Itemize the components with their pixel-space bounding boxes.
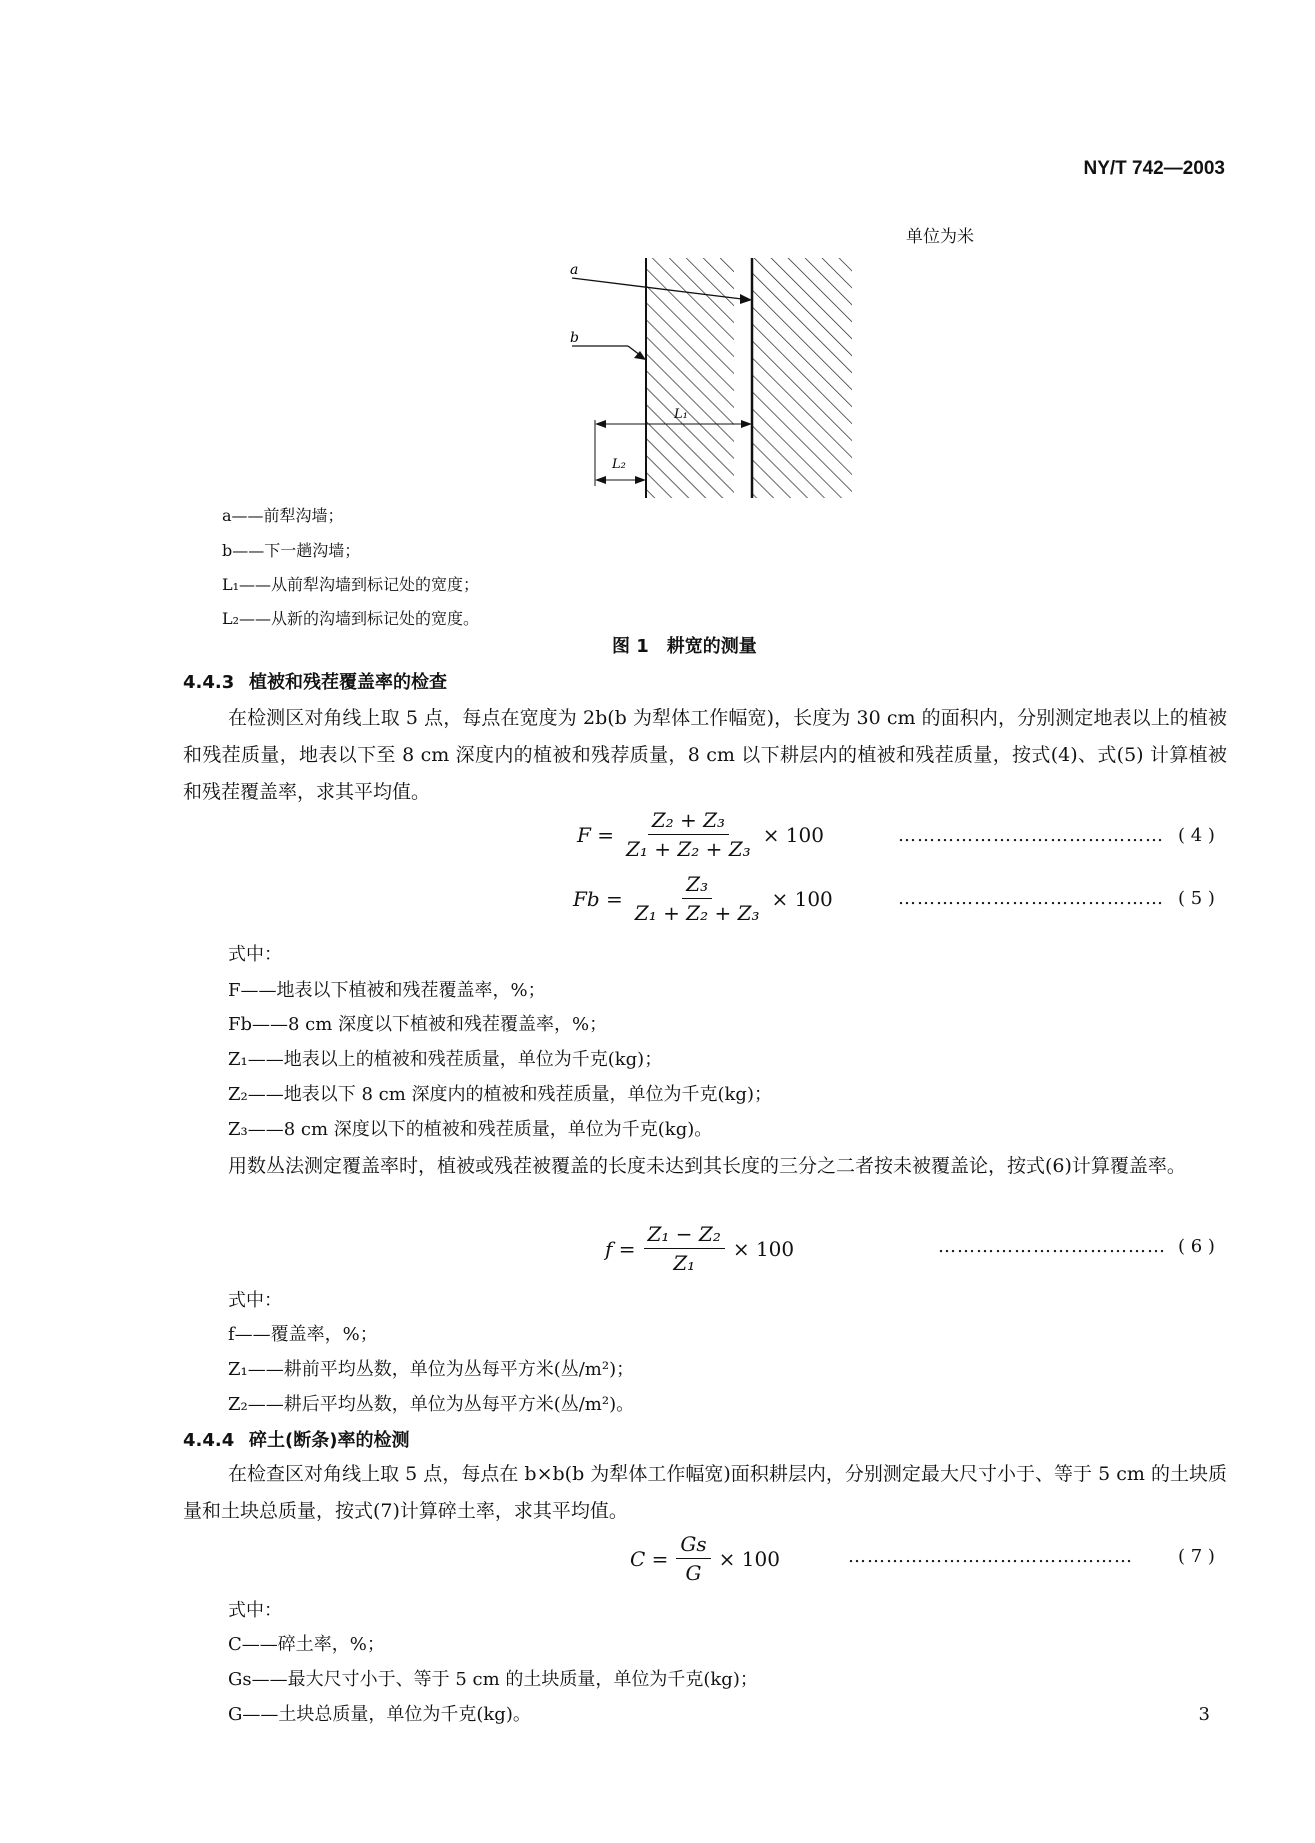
equation-number: ( 5 ) — [1178, 888, 1215, 909]
paragraph-444: 在检查区对角线上取 5 点，每点在 b×b(b 为犁体工作幅宽)面积耕层内，分别测定最大尺寸小于、等于 5 cm 的土块质量和土块总质量，按式(7)计算碎土率，求其平均值。 — [183, 1463, 1227, 1522]
legend-item: L₁——从前犁沟墙到标记处的宽度； — [222, 575, 480, 594]
equation-7 — [630, 1532, 780, 1585]
standard-code: NY/T 742—2003 — [1083, 158, 1225, 179]
label-a: a — [570, 262, 579, 278]
section-title: 植被和残茬覆盖率的检查 — [249, 672, 447, 693]
leader-dots: …………………………………… — [898, 825, 1164, 846]
section-number: 4.4.3 — [183, 672, 235, 693]
leader-dots: ……………………………………… — [848, 1546, 1133, 1567]
definition-line: Z₂——地表以下 8 cm 深度内的植被和残茬质量，单位为千克(kg)； — [228, 1084, 772, 1105]
label-L1: L₁ — [674, 407, 688, 422]
eq-rhs: × 100 — [762, 822, 824, 847]
definition-line: Z₁——地表以上的植被和残茬质量，单位为千克(kg)； — [228, 1049, 663, 1070]
paragraph-443-count: 用数丛法测定覆盖率时，植被或残茬被覆盖的长度未达到其长度的三分之二者按未被覆盖论，按式(6)计算覆盖率。 — [228, 1155, 1186, 1177]
where-label: 式中： — [228, 1600, 282, 1621]
eq-lhs: C = — [630, 1546, 669, 1571]
section-title: 碎土(断条)率的检测 — [249, 1430, 410, 1451]
definition-line: C——碎土率，%； — [228, 1634, 385, 1655]
eq-numerator: Z₁ − Z₂ — [644, 1222, 725, 1249]
eq-numerator: Gs — [676, 1532, 710, 1559]
page-number: 3 — [1198, 1704, 1210, 1725]
eq-lhs: F = — [577, 822, 614, 847]
definition-line: F——地表以下植被和残茬覆盖率，%； — [228, 980, 546, 1001]
eq-numerator: Z₃ — [682, 872, 712, 899]
eq-fraction — [644, 1222, 725, 1275]
equation-4 — [577, 808, 824, 861]
eq-lhs: Fb = — [573, 886, 623, 911]
definition-line: G——土块总质量，单位为千克(kg)。 — [228, 1704, 531, 1725]
equation-number: ( 4 ) — [1178, 825, 1215, 846]
eq-denominator: Z₁ — [673, 1251, 696, 1275]
eq-numerator: Z₂ + Z₃ — [648, 808, 729, 835]
legend-item: b——下一趟沟墙； — [222, 541, 361, 560]
eq-fraction — [622, 808, 755, 861]
paragraph-443: 在检测区对角线上取 5 点，每点在宽度为 2b(b 为犁体工作幅宽)，长度为 30 cm 的面积内，分别测定地表以上的植被和残茬质量，地表以下至 8 cm 深度内的植被和残荐质量，8 cm 以下耕层内的植被和残茬质量，按式(4)、式(5) 计算植被和残茬覆盖率，求其平均值。 — [183, 707, 1227, 803]
leader-dots: ……………………………… — [938, 1236, 1166, 1257]
legend-item: L₂——从新的沟墙到标记处的宽度。 — [222, 609, 480, 628]
eq-fraction — [631, 872, 764, 925]
eq-denominator: Z₁ + Z₂ + Z₃ — [626, 837, 751, 861]
label-b: b — [570, 330, 579, 346]
leader-dots: …………………………………… — [898, 888, 1164, 909]
definition-line: Z₁——耕前平均丛数，单位为丛每平方米(丛/m²)； — [228, 1359, 635, 1380]
furrow-wall-b — [646, 258, 734, 498]
equation-number: ( 7 ) — [1178, 1546, 1215, 1567]
furrow-wall-a — [752, 258, 852, 498]
eq-denominator: Z₁ + Z₂ + Z₃ — [634, 901, 760, 925]
figure-plow-width — [550, 258, 870, 508]
eq-lhs: f = — [605, 1236, 636, 1261]
eq-denominator: G — [685, 1561, 702, 1585]
where-label: 式中： — [228, 944, 282, 965]
equation-5 — [573, 872, 833, 925]
section-heading-444 — [183, 1426, 409, 1452]
legend-item: a——前犁沟墙； — [222, 506, 344, 525]
equation-6 — [605, 1222, 794, 1275]
definition-line: Z₃——8 cm 深度以下的植被和残茬质量，单位为千克(kg)。 — [228, 1119, 713, 1140]
label-L2: L₂ — [612, 457, 626, 472]
unit-note: 单位为米 — [906, 227, 974, 247]
eq-rhs: × 100 — [732, 1236, 795, 1261]
eq-fraction — [676, 1532, 710, 1585]
figure-caption: 图 1 耕宽的测量 — [612, 636, 757, 657]
eq-rhs: × 100 — [718, 1546, 780, 1571]
section-heading-443 — [183, 668, 447, 694]
where-label: 式中： — [228, 1290, 282, 1311]
equation-number: ( 6 ) — [1178, 1236, 1215, 1257]
section-number: 4.4.4 — [183, 1430, 235, 1451]
definition-line: Fb——8 cm 深度以下植被和残茬覆盖率，%； — [228, 1014, 608, 1035]
definition-line: Gs——最大尺寸小于、等于 5 cm 的土块质量，单位为千克(kg)； — [228, 1669, 758, 1690]
definition-line: Z₂——耕后平均丛数，单位为丛每平方米(丛/m²)。 — [228, 1394, 635, 1415]
eq-rhs: × 100 — [771, 886, 833, 911]
definition-line: f——覆盖率，%； — [228, 1324, 378, 1345]
